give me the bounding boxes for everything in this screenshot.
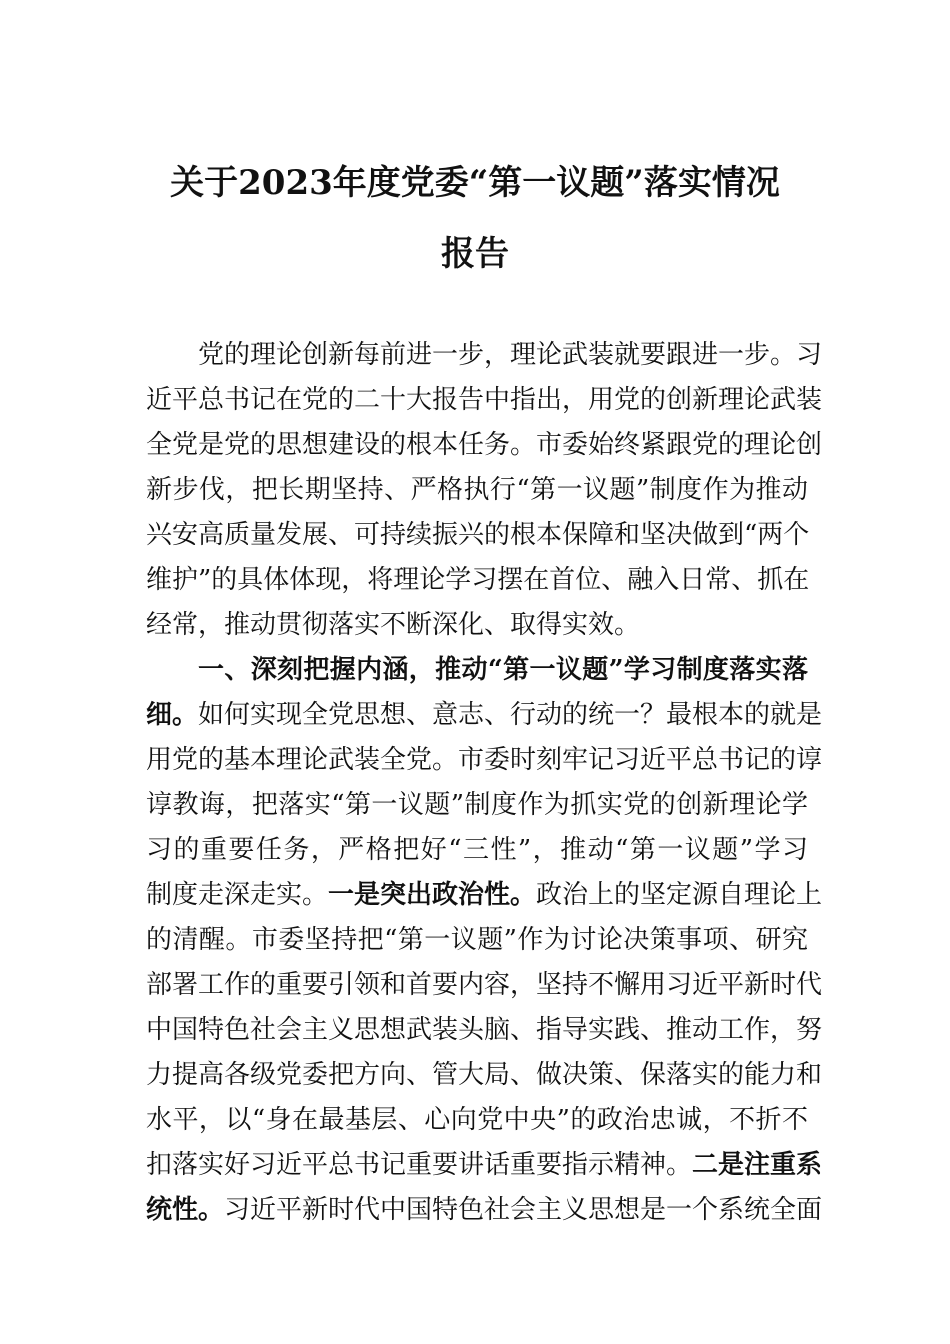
body-text: 兴安高质量发展、可持续振兴的根本保障和坚决做到“两个	[146, 520, 810, 550]
body-line	[146, 558, 808, 603]
body-text: 用党的基本理论武装全党。市委时刻牢记习近平总书记的谆	[146, 745, 823, 775]
section-heading-line	[198, 648, 808, 693]
body-text: 维护”的具体体现，将理论学习摆在首位、融入日常、抓在	[146, 565, 810, 595]
body-line	[146, 423, 823, 468]
section-heading: 细。	[146, 700, 199, 730]
body-text: 新步伐，把长期坚持、严格执行“第一议题”制度作为推动	[146, 475, 808, 505]
body-text: 近平总书记在党的二十大报告中指出，用党的创新理论武装	[146, 385, 823, 415]
body-line	[146, 378, 823, 423]
body-line	[146, 828, 808, 873]
subsection-heading: 二是注重系	[692, 1150, 823, 1180]
body-line	[146, 513, 808, 558]
body-text: 力提高各级党委把方向、管大局、做决策、保落实的能力和	[146, 1060, 823, 1090]
body-text: 如何实现全党思想、意志、行动的统一？最根本的就是	[198, 700, 823, 730]
body-text: 的清醒。市委坚持把“第一议题”作为讨论决策事项、研究	[146, 925, 808, 955]
body-line	[146, 1143, 823, 1188]
body-line	[198, 333, 823, 378]
body-line	[146, 693, 823, 738]
subsection-heading: 一是突出政治性。	[328, 880, 537, 910]
body-line	[146, 963, 823, 1008]
document-title-line-1: 关于2023年度党委“第一议题”落实情况	[170, 163, 780, 203]
body-line	[146, 1098, 808, 1143]
body-text: 党的理论创新每前进一步，理论武装就要跟进一步。习	[198, 340, 823, 370]
body-text: 习的重要任务，严格把好“三性”，推动“第一议题”学习	[146, 835, 808, 865]
subsection-heading: 统性。	[146, 1195, 225, 1225]
body-text: 政治上的坚定源自理论上	[536, 880, 823, 910]
body-text: 习近平新时代中国特色社会主义思想是一个系统全面	[224, 1195, 823, 1225]
body-text: 部署工作的重要引领和首要内容，坚持不懈用习近平新时代	[146, 970, 823, 1000]
body-line	[146, 738, 823, 783]
body-line	[146, 1053, 823, 1098]
body-text: 制度走深走实。	[146, 880, 329, 910]
body-text: 全党是党的思想建设的根本任务。市委始终紧跟党的理论创	[146, 430, 823, 460]
body-text: 中国特色社会主义思想武装头脑、指导实践、推动工作，努	[146, 1015, 823, 1045]
body-line	[146, 918, 808, 963]
section-heading: 一、深刻把握内涵，推动“第一议题”学习制度落实落	[198, 655, 808, 685]
body-line	[146, 468, 808, 513]
body-line	[146, 603, 808, 648]
body-text: 水平，以“身在最基层、心向党中央”的政治忠诚，不折不	[146, 1105, 808, 1135]
body-line	[146, 783, 808, 828]
body-text: 扣落实好习近平总书记重要讲话重要指示精神。	[146, 1150, 693, 1180]
body-text: 经常，推动贯彻落实不断深化、取得实效。	[146, 610, 641, 640]
body-line	[146, 1008, 823, 1053]
body-line	[146, 1188, 823, 1233]
body-line	[146, 873, 823, 918]
document-title-line-2: 报告	[441, 234, 509, 274]
body-text: 谆教诲，把落实“第一议题”制度作为抓实党的创新理论学	[146, 790, 808, 820]
